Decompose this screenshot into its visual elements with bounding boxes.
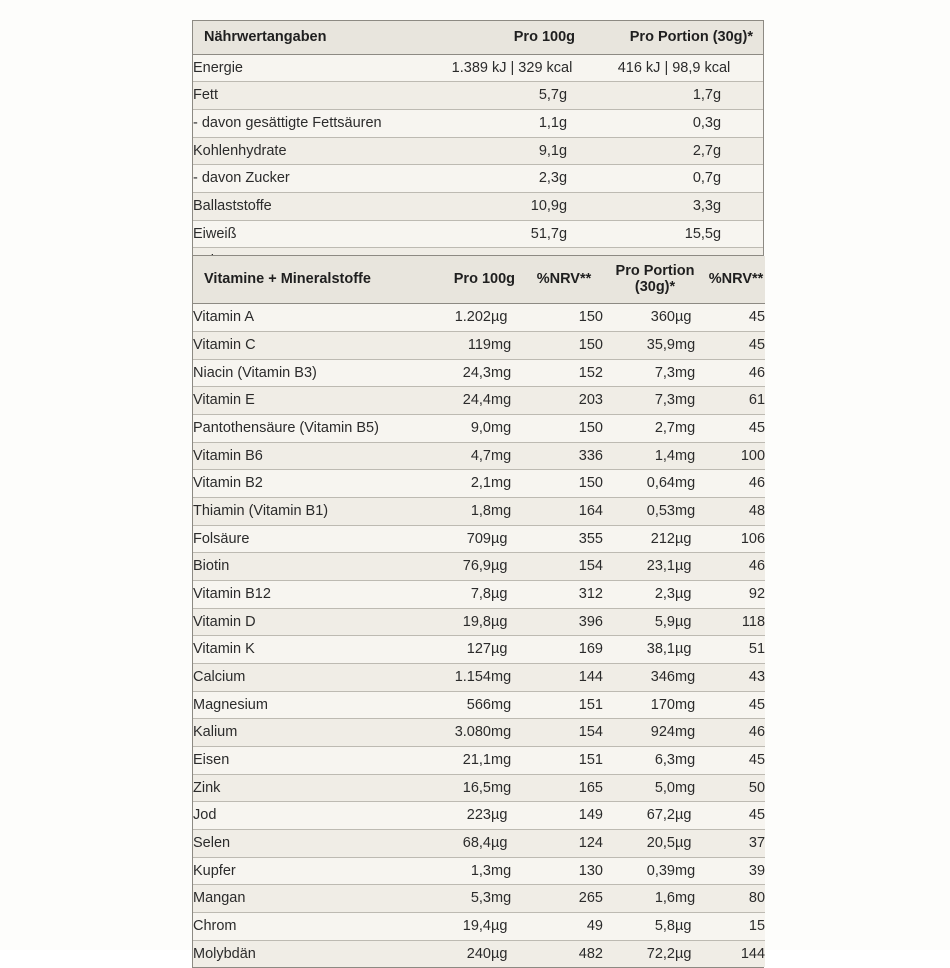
micronutrient-name: Calcium <box>193 664 405 692</box>
table-row <box>193 747 765 775</box>
micronutrient-per-portion-value: 7,3 <box>603 359 675 387</box>
micronutrient-per-portion-unit: mg <box>675 498 707 526</box>
micronutrient-name: Niacin (Vitamin B3) <box>193 359 405 387</box>
table-row <box>193 525 765 553</box>
vitamins-header-nrv-2: %NRV** <box>707 256 765 304</box>
micronutrient-per-100g-value: 19,4 <box>405 913 491 941</box>
table-row <box>193 664 765 692</box>
micronutrient-nrv-per-portion: 46 <box>707 359 765 387</box>
micronutrient-nrv-per-portion: 51 <box>707 636 765 664</box>
micronutrient-nrv-per-100g: 150 <box>525 470 603 498</box>
table-row <box>193 802 765 830</box>
micronutrient-per-portion-value: 212 <box>603 525 675 553</box>
micronutrient-nrv-per-portion: 45 <box>707 304 765 332</box>
micronutrient-name: Molybdän <box>193 940 405 967</box>
micronutrient-nrv-per-portion: 118 <box>707 608 765 636</box>
nutrient-name: Kohlenhydrate <box>193 137 439 165</box>
nutrition-table-body <box>193 54 763 275</box>
micronutrient-per-portion-unit: mg <box>675 747 707 775</box>
micronutrient-per-portion-value: 170 <box>603 691 675 719</box>
nutrient-per-portion-unit: g <box>713 110 763 138</box>
nutrient-per-portion-unit: g <box>713 193 763 221</box>
micronutrient-per-portion-value: 0,39 <box>603 857 675 885</box>
micronutrient-per-100g-unit: mg <box>491 359 525 387</box>
micronutrient-per-100g-value: 223 <box>405 802 491 830</box>
nutrient-name: Eiweiß <box>193 220 439 248</box>
micronutrient-nrv-per-portion: 80 <box>707 885 765 913</box>
table-row <box>193 193 763 221</box>
micronutrient-per-portion-value: 5,9 <box>603 608 675 636</box>
micronutrient-name: Kalium <box>193 719 405 747</box>
micronutrient-name: Vitamin D <box>193 608 405 636</box>
micronutrient-nrv-per-portion: 92 <box>707 581 765 609</box>
micronutrient-per-100g-value: 119 <box>405 331 491 359</box>
vitamins-table-body <box>193 304 765 968</box>
nutrient-name: Fett <box>193 82 439 110</box>
micronutrient-nrv-per-100g: 130 <box>525 857 603 885</box>
micronutrient-nrv-per-portion: 45 <box>707 802 765 830</box>
micronutrient-nrv-per-portion: 61 <box>707 387 765 415</box>
nutrient-per-portion-value: 0,3 <box>585 110 713 138</box>
micronutrient-name: Vitamin K <box>193 636 405 664</box>
micronutrient-per-portion-value: 0,53 <box>603 498 675 526</box>
nutrient-per-100g-value: 2,3 <box>439 165 559 193</box>
nutrient-name: Energie <box>193 54 439 82</box>
micronutrient-per-portion-unit: µg <box>675 940 707 967</box>
micronutrient-nrv-per-100g: 150 <box>525 415 603 443</box>
micronutrient-per-portion-unit: mg <box>675 664 707 692</box>
nutrition-facts-table <box>193 21 763 275</box>
micronutrient-nrv-per-portion: 46 <box>707 719 765 747</box>
table-row <box>193 553 765 581</box>
micronutrient-per-100g-value: 709 <box>405 525 491 553</box>
table-row <box>193 387 765 415</box>
micronutrient-per-portion-value: 360 <box>603 304 675 332</box>
micronutrient-nrv-per-100g: 203 <box>525 387 603 415</box>
vitamins-minerals-table <box>193 256 765 967</box>
micronutrient-nrv-per-portion: 37 <box>707 830 765 858</box>
table-row <box>193 691 765 719</box>
micronutrient-per-portion-unit: µg <box>675 608 707 636</box>
micronutrient-per-portion-unit: mg <box>675 774 707 802</box>
micronutrient-per-100g-unit: mg <box>491 747 525 775</box>
table-row <box>193 442 765 470</box>
micronutrient-per-100g-unit: mg <box>491 719 525 747</box>
table-row <box>193 137 763 165</box>
micronutrient-per-portion-value: 20,5 <box>603 830 675 858</box>
micronutrient-per-100g-value: 3.080 <box>405 719 491 747</box>
micronutrient-nrv-per-portion: 48 <box>707 498 765 526</box>
micronutrient-per-portion-unit: mg <box>675 857 707 885</box>
micronutrient-per-portion-value: 38,1 <box>603 636 675 664</box>
micronutrient-per-portion-value: 1,4 <box>603 442 675 470</box>
micronutrient-nrv-per-portion: 100 <box>707 442 765 470</box>
micronutrient-per-100g-value: 1,3 <box>405 857 491 885</box>
micronutrient-per-portion-unit: µg <box>675 553 707 581</box>
nutrient-per-portion-unit: g <box>713 165 763 193</box>
micronutrient-per-portion-value: 0,64 <box>603 470 675 498</box>
micronutrient-nrv-per-100g: 149 <box>525 802 603 830</box>
nutrient-name: Ballaststoffe <box>193 193 439 221</box>
micronutrient-name: Vitamin B6 <box>193 442 405 470</box>
micronutrient-per-100g-value: 240 <box>405 940 491 967</box>
nutrient-per-portion-unit: g <box>713 82 763 110</box>
micronutrient-per-portion-value: 72,2 <box>603 940 675 967</box>
nutrient-per-100g-unit: g <box>559 220 585 248</box>
micronutrient-per-100g-unit: µg <box>491 553 525 581</box>
micronutrient-nrv-per-100g: 151 <box>525 747 603 775</box>
table-row <box>193 774 765 802</box>
table-row <box>193 54 763 82</box>
micronutrient-per-portion-value: 7,3 <box>603 387 675 415</box>
micronutrient-nrv-per-100g: 124 <box>525 830 603 858</box>
micronutrient-nrv-per-portion: 39 <box>707 857 765 885</box>
micronutrient-per-100g-unit: mg <box>491 415 525 443</box>
micronutrient-per-100g-value: 68,4 <box>405 830 491 858</box>
vitamins-header-per-portion-line1: Pro Portion <box>615 263 695 279</box>
nutrition-header-per-portion: Pro Portion (30g)* <box>585 21 763 54</box>
micronutrient-per-portion-value: 2,3 <box>603 581 675 609</box>
micronutrient-name: Chrom <box>193 913 405 941</box>
nutrient-per-100g-value: 10,9 <box>439 193 559 221</box>
vitamins-header-name: Vitamine + Mineralstoffe <box>193 256 405 304</box>
nutrient-per-100g-value: 5,7 <box>439 82 559 110</box>
table-row <box>193 608 765 636</box>
nutrient-per-100g-value: 51,7 <box>439 220 559 248</box>
micronutrient-name: Eisen <box>193 747 405 775</box>
micronutrient-per-100g-unit: mg <box>491 331 525 359</box>
micronutrient-per-portion-unit: mg <box>675 719 707 747</box>
micronutrient-nrv-per-100g: 396 <box>525 608 603 636</box>
micronutrient-per-100g-value: 1.202 <box>405 304 491 332</box>
micronutrient-per-100g-unit: mg <box>491 387 525 415</box>
micronutrient-nrv-per-portion: 43 <box>707 664 765 692</box>
table-row <box>193 719 765 747</box>
table-row <box>193 636 765 664</box>
micronutrient-per-portion-unit: µg <box>675 830 707 858</box>
micronutrient-per-100g-unit: mg <box>491 774 525 802</box>
nutrient-per-100g-value: 1,1 <box>439 110 559 138</box>
micronutrient-per-100g-value: 9,0 <box>405 415 491 443</box>
table-row <box>193 470 765 498</box>
micronutrient-per-100g-value: 19,8 <box>405 608 491 636</box>
micronutrient-nrv-per-portion: 45 <box>707 415 765 443</box>
table-row <box>193 220 763 248</box>
micronutrient-per-portion-unit: mg <box>675 442 707 470</box>
nutrient-per-portion-value: 15,5 <box>585 220 713 248</box>
micronutrient-nrv-per-100g: 49 <box>525 913 603 941</box>
micronutrient-per-100g-unit: mg <box>491 691 525 719</box>
table-row <box>193 830 765 858</box>
micronutrient-nrv-per-100g: 164 <box>525 498 603 526</box>
micronutrient-per-portion-value: 67,2 <box>603 802 675 830</box>
micronutrient-per-100g-unit: µg <box>491 304 525 332</box>
micronutrient-per-100g-value: 24,4 <box>405 387 491 415</box>
micronutrient-per-100g-value: 4,7 <box>405 442 491 470</box>
micronutrient-per-100g-value: 24,3 <box>405 359 491 387</box>
nutrient-per-100g-unit: g <box>559 165 585 193</box>
micronutrient-nrv-per-portion: 144 <box>707 940 765 967</box>
micronutrient-per-portion-unit: mg <box>675 359 707 387</box>
table-row <box>193 415 765 443</box>
micronutrient-nrv-per-100g: 265 <box>525 885 603 913</box>
micronutrient-nrv-per-portion: 106 <box>707 525 765 553</box>
micronutrient-per-100g-value: 127 <box>405 636 491 664</box>
micronutrient-per-100g-value: 76,9 <box>405 553 491 581</box>
table-row <box>193 304 765 332</box>
micronutrient-per-100g-value: 7,8 <box>405 581 491 609</box>
nutrient-per-portion-value: 0,7 <box>585 165 713 193</box>
micronutrient-per-portion-unit: mg <box>675 691 707 719</box>
micronutrient-nrv-per-100g: 312 <box>525 581 603 609</box>
micronutrient-name: Vitamin E <box>193 387 405 415</box>
micronutrient-per-portion-unit: mg <box>675 331 707 359</box>
micronutrient-name: Pantothensäure (Vitamin B5) <box>193 415 405 443</box>
micronutrient-per-100g-value: 1,8 <box>405 498 491 526</box>
nutrition-header-name: Nährwertangaben <box>193 21 439 54</box>
micronutrient-per-portion-value: 6,3 <box>603 747 675 775</box>
micronutrient-name: Thiamin (Vitamin B1) <box>193 498 405 526</box>
nutrient-per-portion-value: 2,7 <box>585 137 713 165</box>
micronutrient-nrv-per-portion: 46 <box>707 553 765 581</box>
nutrient-per-portion-value: 1,7 <box>585 82 713 110</box>
micronutrient-per-portion-unit: mg <box>675 885 707 913</box>
micronutrient-per-portion-value: 35,9 <box>603 331 675 359</box>
nutrition-header-row <box>193 21 763 54</box>
micronutrient-nrv-per-100g: 165 <box>525 774 603 802</box>
micronutrient-nrv-per-portion: 15 <box>707 913 765 941</box>
nutrient-per-portion-value: 3,3 <box>585 193 713 221</box>
micronutrient-nrv-per-portion: 46 <box>707 470 765 498</box>
nutrient-per-portion: 416 kJ | 98,9 kcal <box>585 54 763 82</box>
table-row <box>193 165 763 193</box>
micronutrient-per-100g-value: 21,1 <box>405 747 491 775</box>
micronutrient-per-100g-value: 1.154 <box>405 664 491 692</box>
nutrient-per-100g-unit: g <box>559 82 585 110</box>
nutrient-per-100g-value: 9,1 <box>439 137 559 165</box>
micronutrient-nrv-per-portion: 45 <box>707 747 765 775</box>
micronutrient-nrv-per-100g: 154 <box>525 553 603 581</box>
table-row <box>193 885 765 913</box>
micronutrient-per-portion-unit: µg <box>675 525 707 553</box>
micronutrient-per-portion-value: 23,1 <box>603 553 675 581</box>
micronutrient-nrv-per-portion: 45 <box>707 331 765 359</box>
micronutrient-per-100g-unit: mg <box>491 470 525 498</box>
micronutrient-name: Selen <box>193 830 405 858</box>
micronutrient-name: Biotin <box>193 553 405 581</box>
micronutrient-per-100g-unit: mg <box>491 857 525 885</box>
micronutrient-per-100g-unit: µg <box>491 913 525 941</box>
micronutrient-per-portion-unit: µg <box>675 581 707 609</box>
table-row <box>193 331 765 359</box>
micronutrient-nrv-per-100g: 152 <box>525 359 603 387</box>
table-row <box>193 359 765 387</box>
micronutrient-nrv-per-100g: 154 <box>525 719 603 747</box>
micronutrient-per-100g-unit: mg <box>491 498 525 526</box>
micronutrient-per-100g-unit: mg <box>491 664 525 692</box>
micronutrient-per-portion-value: 924 <box>603 719 675 747</box>
vitamins-header-per-portion <box>603 256 707 304</box>
table-row <box>193 581 765 609</box>
micronutrient-per-100g-unit: µg <box>491 636 525 664</box>
micronutrient-per-portion-unit: µg <box>675 802 707 830</box>
micronutrient-nrv-per-100g: 355 <box>525 525 603 553</box>
nutrient-per-portion-unit: g <box>713 137 763 165</box>
micronutrient-nrv-per-portion: 45 <box>707 691 765 719</box>
micronutrient-per-portion-unit: mg <box>675 387 707 415</box>
nutrient-name: - davon gesättigte Fettsäuren <box>193 110 439 138</box>
micronutrient-per-100g-unit: µg <box>491 940 525 967</box>
nutrient-per-100g-unit: g <box>559 110 585 138</box>
table-row <box>193 857 765 885</box>
micronutrient-per-100g-unit: µg <box>491 608 525 636</box>
micronutrient-nrv-per-100g: 151 <box>525 691 603 719</box>
micronutrient-per-portion-value: 5,8 <box>603 913 675 941</box>
nutrient-per-100g: 1.389 kJ | 329 kcal <box>439 54 585 82</box>
nutrition-header-per-100g: Pro 100g <box>439 21 585 54</box>
micronutrient-per-100g-unit: µg <box>491 581 525 609</box>
table-row <box>193 498 765 526</box>
nutrient-per-100g-unit: g <box>559 193 585 221</box>
micronutrient-name: Folsäure <box>193 525 405 553</box>
table-row <box>193 940 765 967</box>
micronutrient-per-portion-unit: µg <box>675 913 707 941</box>
micronutrient-per-100g-value: 16,5 <box>405 774 491 802</box>
micronutrient-per-portion-unit: µg <box>675 636 707 664</box>
nutrition-facts-panel <box>192 20 764 276</box>
vitamins-header-nrv-1: %NRV** <box>525 256 603 304</box>
micronutrient-name: Mangan <box>193 885 405 913</box>
micronutrient-per-portion-value: 5,0 <box>603 774 675 802</box>
micronutrient-per-100g-unit: µg <box>491 525 525 553</box>
micronutrient-per-portion-unit: mg <box>675 470 707 498</box>
micronutrient-name: Jod <box>193 802 405 830</box>
micronutrient-per-portion-value: 2,7 <box>603 415 675 443</box>
nutrient-name: - davon Zucker <box>193 165 439 193</box>
micronutrient-per-100g-unit: µg <box>491 802 525 830</box>
table-row <box>193 913 765 941</box>
micronutrient-nrv-per-portion: 50 <box>707 774 765 802</box>
vitamins-header-per-100g: Pro 100g <box>405 256 525 304</box>
micronutrient-name: Vitamin C <box>193 331 405 359</box>
micronutrient-per-100g-unit: µg <box>491 830 525 858</box>
nutrient-per-portion-unit: g <box>713 220 763 248</box>
micronutrient-nrv-per-100g: 482 <box>525 940 603 967</box>
micronutrient-nrv-per-100g: 169 <box>525 636 603 664</box>
micronutrient-nrv-per-100g: 150 <box>525 304 603 332</box>
table-row <box>193 110 763 138</box>
micronutrient-name: Vitamin A <box>193 304 405 332</box>
micronutrient-per-portion-unit: µg <box>675 304 707 332</box>
micronutrient-name: Vitamin B2 <box>193 470 405 498</box>
micronutrient-nrv-per-100g: 336 <box>525 442 603 470</box>
micronutrient-per-portion-value: 1,6 <box>603 885 675 913</box>
vitamins-header-per-portion-line2: (30g)* <box>634 278 676 295</box>
micronutrient-per-100g-unit: mg <box>491 442 525 470</box>
micronutrient-name: Kupfer <box>193 857 405 885</box>
micronutrient-per-100g-value: 5,3 <box>405 885 491 913</box>
micronutrient-per-portion-value: 346 <box>603 664 675 692</box>
micronutrient-nrv-per-100g: 150 <box>525 331 603 359</box>
micronutrient-name: Vitamin B12 <box>193 581 405 609</box>
micronutrient-name: Zink <box>193 774 405 802</box>
micronutrient-per-portion-unit: mg <box>675 415 707 443</box>
vitamins-header-row <box>193 256 765 304</box>
micronutrient-per-100g-unit: mg <box>491 885 525 913</box>
nutrient-per-100g-unit: g <box>559 137 585 165</box>
table-row <box>193 82 763 110</box>
micronutrient-per-100g-value: 2,1 <box>405 470 491 498</box>
micronutrient-per-100g-value: 566 <box>405 691 491 719</box>
micronutrient-nrv-per-100g: 144 <box>525 664 603 692</box>
micronutrient-name: Magnesium <box>193 691 405 719</box>
vitamins-minerals-panel <box>192 255 764 968</box>
